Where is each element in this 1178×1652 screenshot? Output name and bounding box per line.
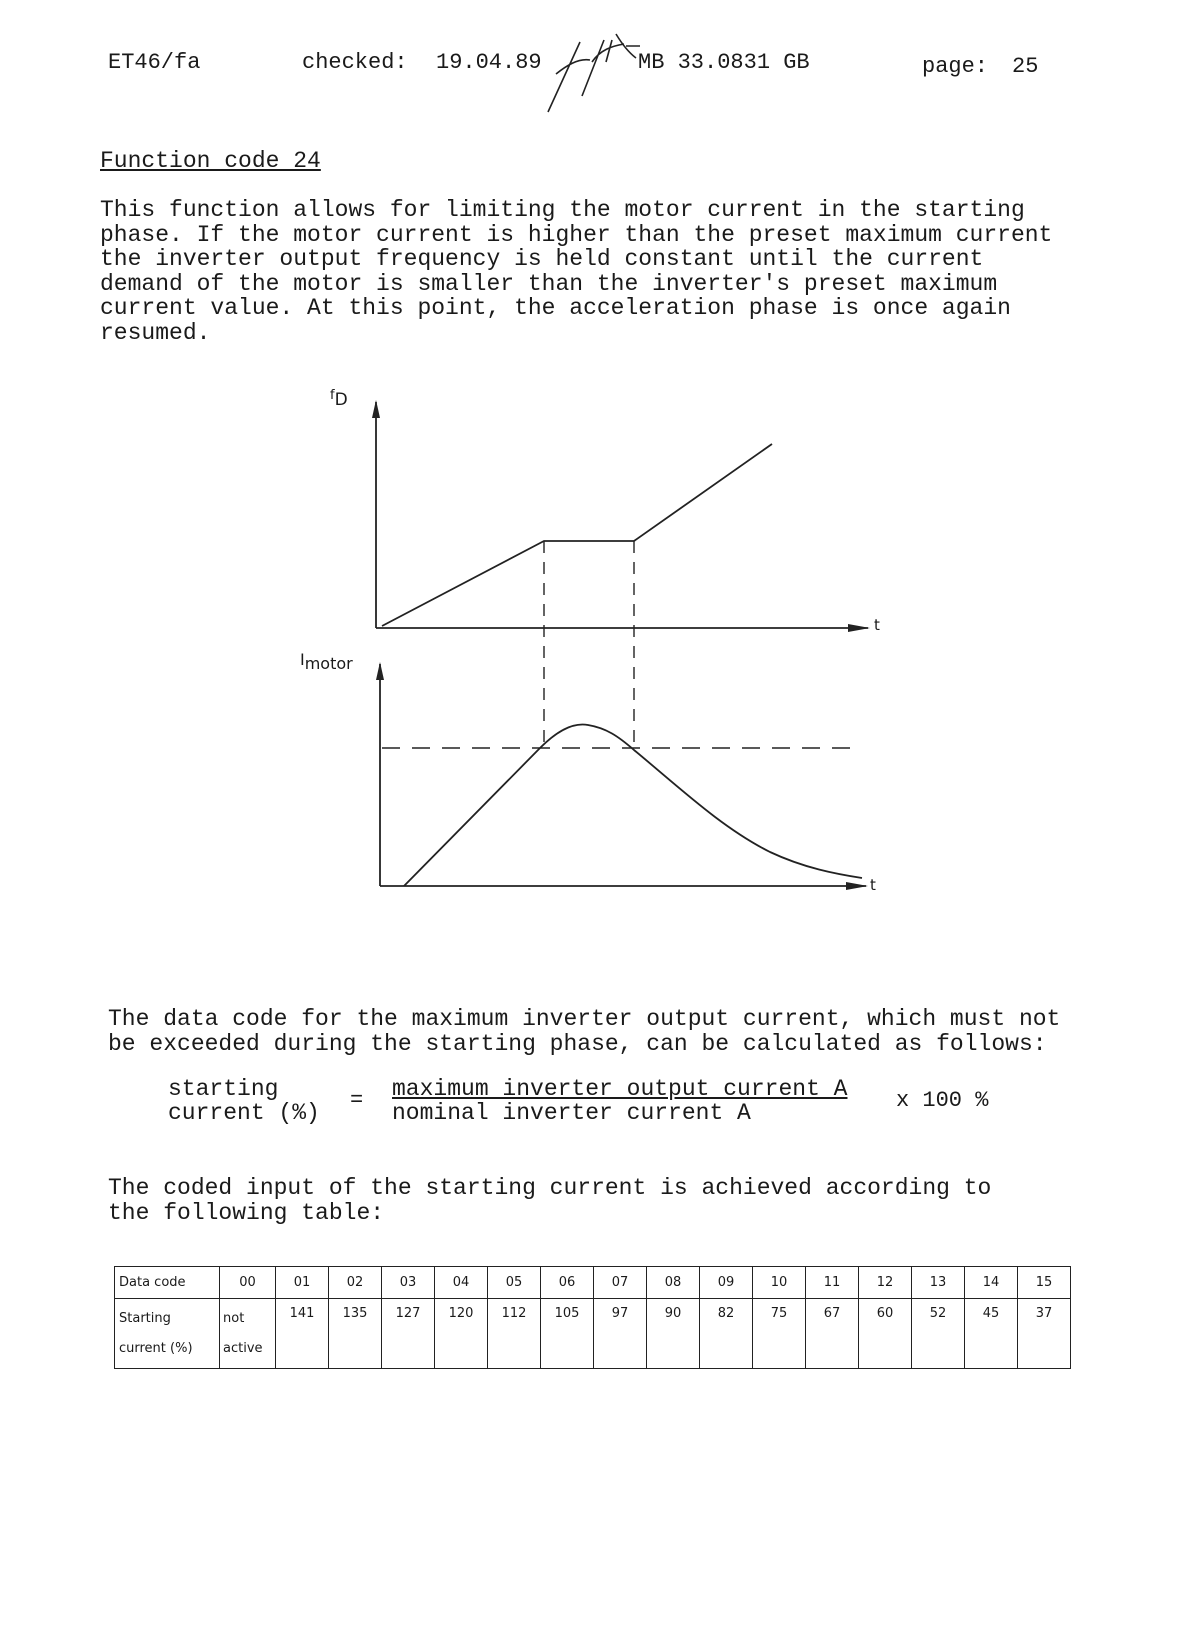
frequency-label-sub: D xyxy=(334,390,348,410)
table-cell: 127 xyxy=(382,1299,435,1369)
table-cell: 08 xyxy=(647,1267,700,1299)
table-cell: 11 xyxy=(806,1267,859,1299)
document-number: MB 33.0831 GB xyxy=(638,50,810,75)
frequency-curve xyxy=(382,444,772,626)
table-cell: 07 xyxy=(594,1267,647,1299)
time-axis-bottom-arrow xyxy=(846,882,868,890)
table-cell: 82 xyxy=(700,1299,753,1369)
coded-input-paragraph xyxy=(108,1176,991,1225)
table-cell: 13 xyxy=(912,1267,965,1299)
table-cell: 06 xyxy=(541,1267,594,1299)
formula-numerator: maximum inverter output current A xyxy=(392,1076,848,1102)
frequency-label-main: f xyxy=(330,388,335,403)
table-cell: 01 xyxy=(276,1267,329,1299)
table-cell: 141 xyxy=(276,1299,329,1369)
table-cell: 12 xyxy=(859,1267,912,1299)
table-cell: 03 xyxy=(382,1267,435,1299)
time-label-bottom: t xyxy=(870,876,876,894)
formula-fraction xyxy=(392,1077,847,1125)
time-label-top: t xyxy=(874,616,880,634)
data-code-line: The data code for the maximum inverter output current, which must not xyxy=(108,1006,1061,1032)
not-active-line1: not xyxy=(223,1310,245,1326)
intro-line: demand of the motor is smaller than the inverter's preset maximum xyxy=(100,270,998,297)
table-cell-not-active xyxy=(220,1299,276,1369)
table-cell: 37 xyxy=(1018,1299,1071,1369)
row-label-line1: Starting xyxy=(119,1310,171,1326)
table-cell: 120 xyxy=(435,1299,488,1369)
table-row-starting-current xyxy=(115,1299,1071,1369)
table-row-data-code xyxy=(115,1267,1071,1299)
checked-label: checked: xyxy=(302,50,408,75)
section-title: Function code 24 xyxy=(100,148,321,174)
table-cell: 09 xyxy=(700,1267,753,1299)
coded-input-line: The coded input of the starting current is achieved according to xyxy=(108,1175,992,1201)
page-number: 25 xyxy=(1012,54,1039,79)
intro-line: This function allows for limiting the motor current in the starting xyxy=(100,197,1025,223)
table-cell: 75 xyxy=(753,1299,806,1369)
document-ref: ET46/fa xyxy=(108,50,201,75)
current-label-main: I xyxy=(300,650,305,669)
coded-input-line: the following table: xyxy=(108,1199,385,1226)
current-axis-arrow xyxy=(376,662,384,680)
table-cell: 04 xyxy=(435,1267,488,1299)
frequency-axis-arrow xyxy=(372,400,380,418)
table-cell: 05 xyxy=(488,1267,541,1299)
table-cell: 97 xyxy=(594,1299,647,1369)
table-cell: 15 xyxy=(1018,1267,1071,1299)
data-code-line: be exceeded during the starting phase, can be calculated as follows: xyxy=(108,1030,1047,1057)
table-cell: 105 xyxy=(541,1299,594,1369)
starting-current-table xyxy=(114,1266,1071,1369)
page-label: page: xyxy=(922,54,989,79)
table-cell: 60 xyxy=(859,1299,912,1369)
data-code-paragraph xyxy=(108,1007,1060,1056)
table-cell: 112 xyxy=(488,1299,541,1369)
frequency-label xyxy=(330,388,348,410)
current-label xyxy=(300,650,353,673)
row-label-data-code: Data code xyxy=(115,1267,220,1299)
intro-line: resumed. xyxy=(100,319,211,346)
formula-lhs xyxy=(168,1077,320,1125)
intro-line: the inverter output frequency is held constant until the current xyxy=(100,246,984,272)
table-cell: 10 xyxy=(753,1267,806,1299)
table-cell: 00 xyxy=(220,1267,276,1299)
table-cell: 14 xyxy=(965,1267,1018,1299)
formula-multiplier: x 100 % xyxy=(896,1088,989,1113)
table-cell: 67 xyxy=(806,1299,859,1369)
formula-denominator: nominal inverter current A xyxy=(392,1100,751,1126)
formula-lhs-line2: current (%) xyxy=(168,1100,320,1126)
table-cell: 90 xyxy=(647,1299,700,1369)
table-cell: 52 xyxy=(912,1299,965,1369)
intro-line: current value. At this point, the acceleration phase is once again xyxy=(100,295,1011,321)
formula-lhs-line1: starting xyxy=(168,1076,279,1102)
checked-date: 19.04.89 xyxy=(436,50,542,75)
row-label-starting-current xyxy=(115,1299,220,1369)
current-label-sub: motor xyxy=(304,654,353,673)
table-cell: 45 xyxy=(965,1299,1018,1369)
intro-line: phase. If the motor current is higher than the preset maximum current xyxy=(100,221,1053,248)
not-active-line2: active xyxy=(223,1340,263,1356)
row-label-line2: current (%) xyxy=(119,1340,193,1356)
table-cell: 02 xyxy=(329,1267,382,1299)
formula-equals: = xyxy=(350,1088,364,1113)
table-cell: 135 xyxy=(329,1299,382,1369)
time-axis-top-arrow xyxy=(848,624,870,632)
